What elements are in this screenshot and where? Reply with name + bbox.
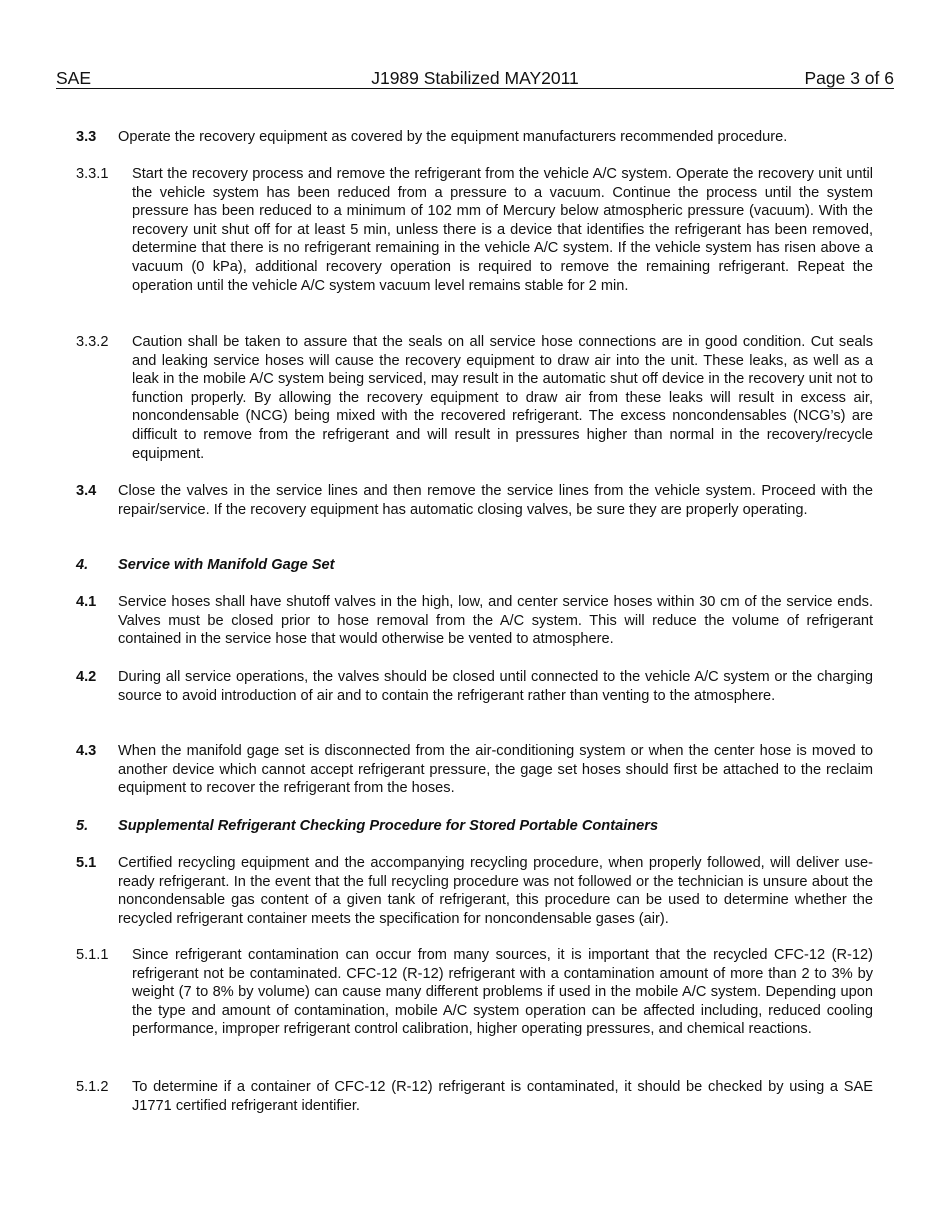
section-5-1-2 — [76, 1078, 873, 1115]
section-number: 4.2 — [76, 669, 97, 685]
section-text: Certified recycling equipment and the accompanying recycling procedure, when properly followed, will deliver use-ready refrigerant. In the event that the full recycling procedure was not followed or the technician is unsure about the noncondensable gas content of a given tank of refrigerant, this procedure can be used to determine whether the recycled refrigerant container meets the specification for noncondensable gases (air). — [118, 855, 873, 927]
section-number: 5.1.2 — [76, 1079, 109, 1095]
section-text: To determine if a container of CFC-12 (R-12) refrigerant is contaminated, it should be checked by using a SAE J1771 certified refrigerant identifier. — [132, 1079, 873, 1114]
heading-section-5 — [76, 817, 873, 836]
section-4-1 — [76, 593, 873, 649]
section-text: Service hoses shall have shutoff valves in the high, low, and center service hoses within 30 cm of the service ends. Valves must be closed prior to hose removal from the A/C system. This will reduce the volume of refrigerant contained in the service hose that would otherwise be vented to atmosphere. — [118, 594, 873, 648]
page-header — [56, 66, 894, 89]
section-3-3-1 — [76, 165, 873, 295]
section-text: Start the recovery process and remove the refrigerant from the vehicle A/C system. Operate the recovery unit until the vehicle system has been reduced from a pressure to a vacuum. Continue the process until the system pressure has been reduced to a minimum of 102 mm of Mercury below atmospheric pressure (vacuum). With the recovery unit shut off for at least 5 min, unless there is a device that identifies the refrigerant has been removed, determine that there is no refrigerant remaining in the vehicle A/C system. If the vehicle system has risen above a vacuum (0 kPa), additional recovery operation is required to remove the remaining refrigerant. Repeat the operation until the vehicle A/C system vacuum level remains stable for 2 min. — [132, 166, 873, 294]
section-5-1 — [76, 854, 873, 928]
section-number: 4.3 — [76, 743, 97, 759]
section-number: 3.4 — [76, 483, 97, 499]
section-text: Caution shall be taken to assure that the seals on all service hose connections are in good condition. Cut seals and leaking service hoses will cause the recovery equipment to draw air into the unit. These leaks, as well as a leak in the mobile A/C system being serviced, may result in the automatic shut off device in the recovery unit not to function properly. By allowing the recovery equipment to draw air from these leaks will result in excess air, noncondensable (NCG) being mixed with the recovered refrigerant. The excess noncondensables (NCG’s) are difficult to remove from the refrigerant and will result in pressures higher than normal in the recovery/recycle equipment. — [132, 334, 873, 462]
section-5-1-1 — [76, 946, 873, 1039]
section-number: 5.1 — [76, 855, 97, 871]
heading-title: Service with Manifold Gage Set — [118, 557, 335, 573]
header-page-number: Page 3 of 6 — [804, 68, 894, 88]
header-doc-id: J1989 Stabilized MAY2011 — [371, 68, 579, 88]
section-text: When the manifold gage set is disconnected from the air-conditioning system or when the center hose is moved to another device which cannot accept refrigerant pressure, the gage set hoses should first be attached to the reclaim equipment to recover the refrigerant from the hoses. — [118, 743, 873, 797]
section-3-3 — [76, 128, 873, 147]
section-number: 3.3.2 — [76, 334, 109, 350]
section-number: 3.3 — [76, 129, 97, 145]
heading-number: 4. — [76, 557, 89, 573]
section-text: Operate the recovery equipment as covered by the equipment manufacturers recommended procedure. — [118, 129, 788, 145]
heading-title: Supplemental Refrigerant Checking Procedure for Stored Portable Containers — [118, 818, 659, 834]
section-number: 3.3.1 — [76, 166, 109, 182]
section-text: Close the valves in the service lines and then remove the service lines from the vehicle system. Proceed with the repair/service. If the recovery equipment has automatic closing valves, be sure they are properly operating. — [118, 483, 873, 518]
header-org: SAE — [56, 68, 92, 88]
section-3-4 — [76, 482, 873, 519]
section-number: 5.1.1 — [76, 947, 109, 963]
section-4-3 — [76, 742, 873, 798]
section-4-2 — [76, 668, 873, 705]
section-number: 4.1 — [76, 594, 97, 610]
section-3-3-2 — [76, 333, 873, 463]
heading-section-4 — [76, 556, 873, 575]
section-text: During all service operations, the valves should be closed until connected to the vehicle A/C system or the charging source to avoid introduction of air and to contain the refrigerant rather than venting to the atmosphere. — [118, 669, 873, 704]
heading-number: 5. — [76, 818, 89, 834]
section-text: Since refrigerant contamination can occur from many sources, it is important that the recycled CFC-12 (R-12) refrigerant not be contaminated. CFC-12 (R-12) refrigerant with a contamination amount of more than 2 to 3% by weight (7 to 8% by volume) can cause many different problems if used in the mobile A/C system. Depending upon the type and amount of contamination, mobile A/C system operation can be affected including, reduced cooling performance, improper refrigerant control calibration, higher operating pressures, and chemical reactions. — [132, 947, 873, 1038]
